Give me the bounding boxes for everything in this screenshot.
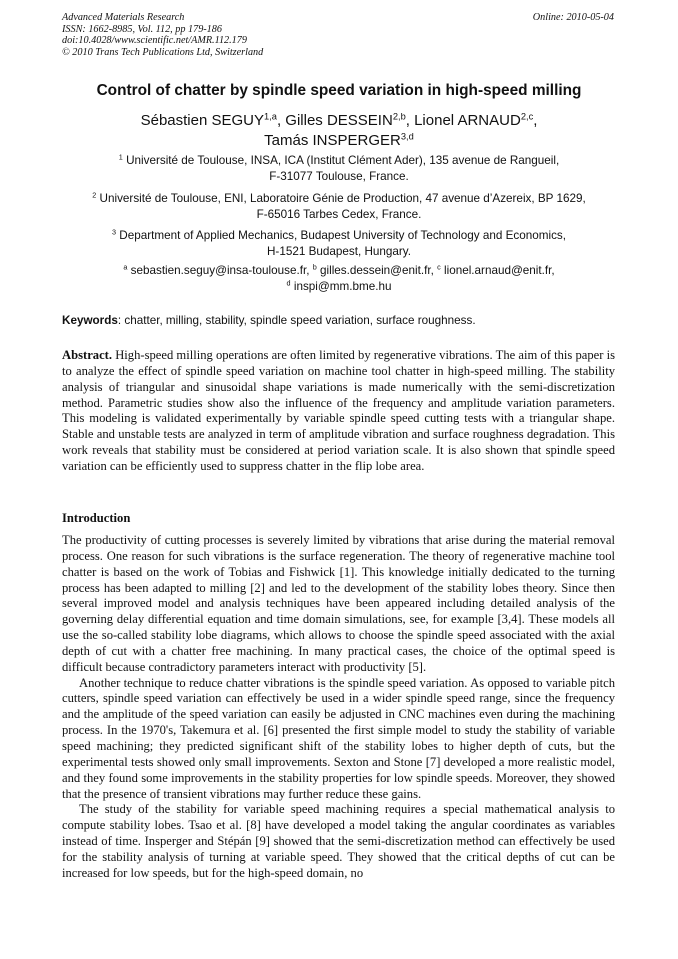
journal-copyright: © 2010 Trans Tech Publications Ltd, Switzerland xyxy=(62,46,264,58)
online-date: Online: 2010-05-04 xyxy=(532,12,614,23)
abstract-text: High-speed milling operations are often limited by regenerative vibrations. The aim of this paper is to analyze the effect of spindle speed variation on machine tool chatter in high-speed milling. The stability analysis of triangular and sinusoidal shape variations is made numerically with the semi-discretization method. Parametric studies show also the influence of the frequency and amplitude variation parameters. This modeling is validated experimentally by variable spindle speed cutting tests with a triangular shape. Stable and unstable tests are analyzed in term of amplitude vibration and surface roughness degradation. This work reveals that stability must be considered at period variation scale. It is also shown that spindle speed variation can be efficiently used to suppress chatter in the flip lobe area. xyxy=(62,348,615,473)
journal-doi: doi:10.4028/www.scientific.net/AMR.112.179 xyxy=(62,35,247,47)
author: Gilles DESSEIN$^{2,b}$, xyxy=(285,111,415,129)
email-link[interactable]: $^d$ inspi@mm.bme.hu xyxy=(286,278,392,293)
affiliation-1: $^1$ Université de Toulouse, INSA, ICA (Institut Clément Ader), 135 avenue de Rangueil, F-31077 Toulouse, France. xyxy=(118,152,560,183)
journal-issn: ISSN: 1662-8985, Vol. 112, pp 179-186 xyxy=(62,23,222,35)
author-list xyxy=(60,111,618,151)
affiliation-3: $^3$ Department of Applied Mechanics, Budapest University of Technology and Economics, H-1521 Budapest, Hungary. xyxy=(111,227,567,258)
email-link[interactable]: $^c$ lionel.arnaud@enit.fr, xyxy=(437,262,555,277)
paragraph: The study of the stability for variable speed machining requires a special mathematical analysis to compute stability lobes. Tsao et al. [8] have developed a model taking the angular coordinates as variables instead of time. Insperger and Stépán [9] showed that the semi-discretization method can effectively be used for the stability analysis of turning at variable speed. They showed that the critical depths of cut can be increased for low speeds, but for the high-speed domain, no xyxy=(62,802,615,880)
keywords xyxy=(62,313,622,328)
email-link[interactable]: $^a$ sebastien.seguy@insa-toulouse.fr, xyxy=(123,262,313,277)
author: Tamás INSPERGER$^{3,d}$ xyxy=(264,131,414,149)
paragraph: Another technique to reduce chatter vibrations is the spindle speed variation. As opposed to variable pitch cutters, spindle speed variation can effectively be used in a wider spindle speed range, since the frequency and the amplitude of the speed variation can easily be adjusted in CNC machines even during the machining process. In the 1970's, Takemura et al. [6] presented the first simple model to study the stability of variable speed machining; they predicted significant shift of the stability lobes to higher depth of cuts, but the experimental tests showed only small improvements. Sexton and Stone [7] developed a more realistic model, and they found some improvements in the stability properties for low spindle speeds. Moreover, they showed that the presence of transient vibrations may further reduce these gains. xyxy=(62,675,615,801)
affiliation-2: $^2$ Université de Toulouse, ENI, Laboratoire Génie de Production, 47 avenue d’Azereix, BP 1629, F-65016 Tarbes Cedex, France. xyxy=(92,190,586,221)
abstract xyxy=(62,348,615,475)
paper-title: Control of chatter by spindle speed variation in high-speed milling xyxy=(96,82,582,99)
journal-name: Advanced Materials Research xyxy=(62,12,185,23)
email-link[interactable]: $^b$ gilles.dessein@enit.fr, xyxy=(312,262,438,277)
author: Lionel ARNAUD$^{2,c}$, xyxy=(414,111,538,129)
author: Sébastien SEGUY$^{1,a}$, xyxy=(140,111,286,129)
introduction-body xyxy=(62,533,615,882)
keywords-label: Keywords xyxy=(62,314,118,327)
journal-header xyxy=(62,12,392,58)
section-heading-introduction: Introduction xyxy=(62,511,131,525)
paragraph: The productivity of cutting processes is severely limited by vibrations that arise during the material removal process. One reason for such vibrations is the surface regeneration. The theory of regenerative machine tool chatter is based on the work of Tobias and Fishwick [1]. This knowledge initially dedicated to the turning process has been adapted to milling [2] and led to the development of the stability lobes theory. Since then several improved model and analysis techniques have been appeared including detailed analysis of the governing delay differential equation and time domain simulations, see, for example [3,4]. These models all use the so-called stability lobe diagrams, which allows to choose the spindle speed associated with the axial depth of cut with a chatter free machining. In many practical cases, the choice of the optimal speed is difficult because contradictory parameters interact with productivity [5]. xyxy=(62,533,615,674)
keywords-text: : chatter, milling, stability, spindle speed variation, surface roughness. xyxy=(117,314,476,327)
abstract-label: Abstract. xyxy=(62,348,113,362)
author-emails xyxy=(60,263,618,294)
